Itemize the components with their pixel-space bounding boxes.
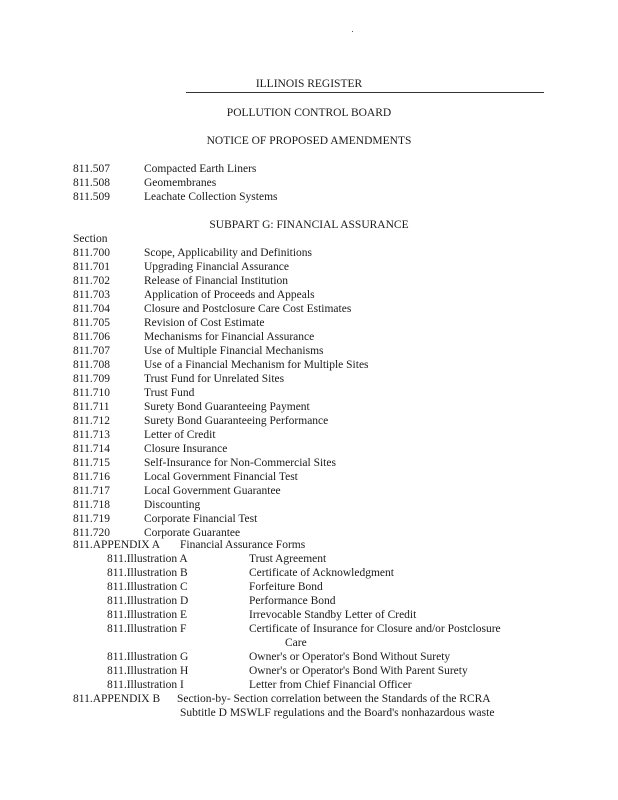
illustration-title: Certificate of Insurance for Closure and/or Postclosure <box>249 623 501 635</box>
section-number: 811.713 <box>73 429 110 441</box>
illustration-id: 811.Illustration H <box>107 665 189 677</box>
section-title: Release of Financial Institution <box>144 275 289 287</box>
section-number: 811.720 <box>73 527 110 539</box>
appendix-b-label: 811.APPENDIX B <box>73 693 161 705</box>
illustration-title: Letter from Chief Financial Officer <box>249 679 412 691</box>
board-title: POLLUTION CONTROL BOARD <box>226 107 392 119</box>
section-number: 811.707 <box>73 345 110 357</box>
section-title: Use of a Financial Mechanism for Multiple Sites <box>144 359 369 371</box>
section-title: Local Government Guarantee <box>144 485 281 497</box>
section-number: 811.714 <box>73 443 110 455</box>
illustration-title: Performance Bond <box>249 595 336 607</box>
section-number: 811.711 <box>73 401 110 413</box>
illustration-id: 811.Illustration F <box>107 623 187 635</box>
illustration-id: 811.Illustration I <box>107 679 184 691</box>
section-number: 811.719 <box>73 513 110 525</box>
section-title: Letter of Credit <box>144 429 216 441</box>
illustration-id: 811.Illustration B <box>107 567 188 579</box>
appendix-a-label: 811.APPENDIX A <box>73 539 161 551</box>
section-number: 811.712 <box>73 415 110 427</box>
notice-title: NOTICE OF PROPOSED AMENDMENTS <box>206 135 412 147</box>
illustration-title: Irrevocable Standby Letter of Credit <box>249 609 417 621</box>
scan-speck <box>352 31 353 32</box>
illustration-id: 811.Illustration D <box>107 595 189 607</box>
illustration-id: 811.Illustration C <box>107 581 188 593</box>
section-label: Section <box>73 233 108 245</box>
section-number: 811.700 <box>73 247 110 259</box>
illustration-title: Owner's or Operator's Bond Without Surety <box>249 651 451 663</box>
illustration-title-continuation: Care <box>285 637 307 649</box>
section-title: Scope, Applicability and Definitions <box>144 247 313 259</box>
section-title: Application of Proceeds and Appeals <box>144 289 315 301</box>
section-number: 811.704 <box>73 303 110 315</box>
section-title: Closure and Postclosure Care Cost Estimates <box>144 303 352 315</box>
section-number: 811.508 <box>73 177 110 189</box>
illustration-id: 811.Illustration E <box>107 609 188 621</box>
illustration-id: 811.Illustration G <box>107 651 189 663</box>
section-title: Discounting <box>144 499 201 511</box>
illustration-title: Owner's or Operator's Bond With Parent Surety <box>249 665 468 677</box>
section-title: Use of Multiple Financial Mechanisms <box>144 345 324 357</box>
appendix-a-title: Financial Assurance Forms <box>180 539 306 551</box>
section-number: 811.715 <box>73 457 110 469</box>
section-title: Corporate Financial Test <box>144 513 258 525</box>
illustration-title: Forfeiture Bond <box>249 581 323 593</box>
section-title: Closure Insurance <box>144 443 228 455</box>
section-title: Self-Insurance for Non-Commercial Sites <box>144 457 336 469</box>
subpart-title: SUBPART G: FINANCIAL ASSURANCE <box>209 219 409 231</box>
section-title: Surety Bond Guaranteeing Performance <box>144 415 329 427</box>
register-title: ILLINOIS REGISTER <box>255 78 363 90</box>
section-title: Geomembranes <box>144 177 217 189</box>
section-title: Corporate Guarantee <box>144 527 241 539</box>
illustration-id: 811.Illustration A <box>107 553 188 565</box>
section-title: Leachate Collection Systems <box>144 191 278 203</box>
section-number: 811.710 <box>73 387 110 399</box>
section-number: 811.701 <box>73 261 110 273</box>
section-number: 811.703 <box>73 289 110 301</box>
appendix-b-title-line1: Section-by- Section correlation between the Standards of the RCRA <box>177 693 491 705</box>
section-title: Upgrading Financial Assurance <box>144 261 289 273</box>
section-title: Trust Fund for Unrelated Sites <box>144 373 285 385</box>
section-number: 811.718 <box>73 499 110 511</box>
section-title: Local Government Financial Test <box>144 471 298 483</box>
section-number: 811.717 <box>73 485 110 497</box>
section-number: 811.509 <box>73 191 110 203</box>
section-title: Compacted Earth Liners <box>144 163 257 175</box>
section-number: 811.709 <box>73 373 110 385</box>
section-number: 811.702 <box>73 275 110 287</box>
section-title: Surety Bond Guaranteeing Payment <box>144 401 310 413</box>
section-number: 811.507 <box>73 163 110 175</box>
section-number: 811.706 <box>73 331 110 343</box>
section-title: Trust Fund <box>144 387 195 399</box>
section-title: Mechanisms for Financial Assurance <box>144 331 315 343</box>
section-number: 811.708 <box>73 359 110 371</box>
section-title: Revision of Cost Estimate <box>144 317 265 329</box>
illustration-title: Certificate of Acknowledgment <box>249 567 394 579</box>
header-rule <box>186 92 544 93</box>
appendix-b-title-line2: Subtitle D MSWLF regulations and the Board's nonhazardous waste <box>180 707 495 719</box>
illustration-title: Trust Agreement <box>249 553 327 565</box>
section-number: 811.705 <box>73 317 110 329</box>
section-number: 811.716 <box>73 471 110 483</box>
